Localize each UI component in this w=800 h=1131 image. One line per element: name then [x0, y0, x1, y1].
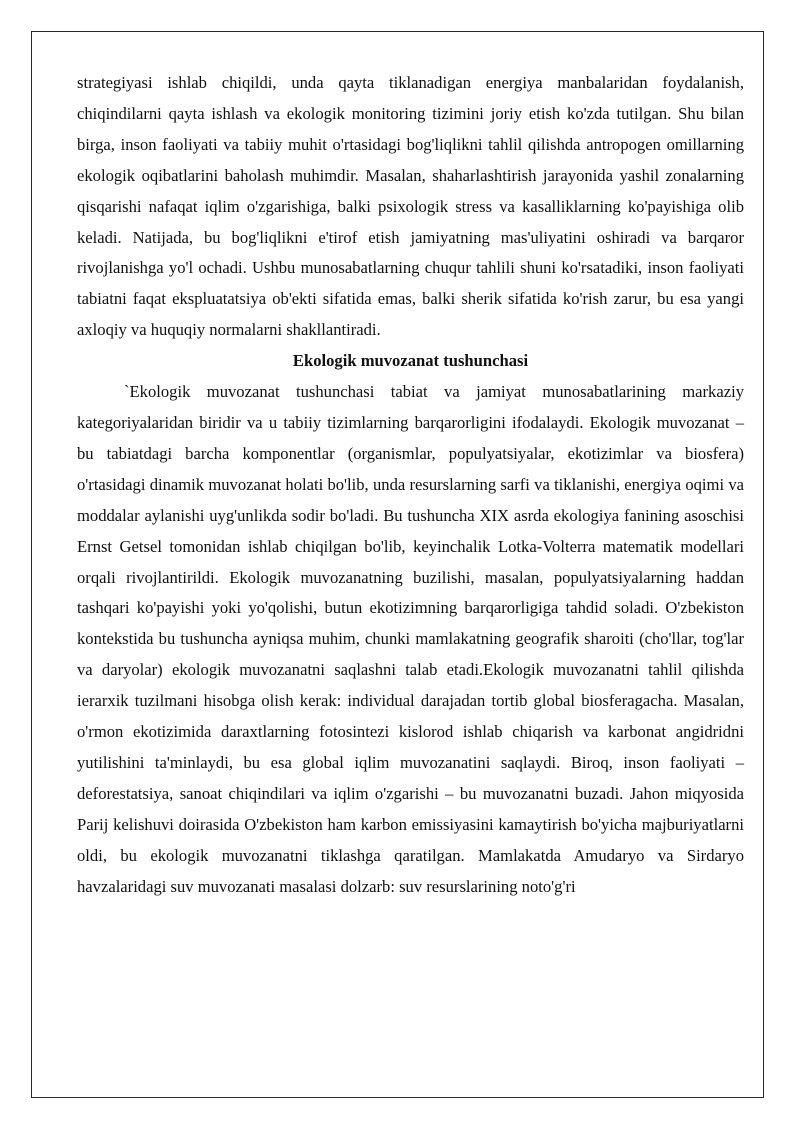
body-paragraph: strategiyasi ishlab chiqildi, unda qayta tiklanadigan energiya manbalaridan foydalanish, chiqindilarni qayta ishlash va ekologik monitoring tizimini joriy etish ko'zda tutilgan. Shu bilan birga, inson faoliyati va tabiiy muhit o'rtasidagi bog'liqlikni tahlil qilishda antropogen omillarning ekologik oqibatlarini baholash muhimdir. Masalan, shaharlashtirish jarayonida yashil zonalarning qisqarishi nafaqat iqlim o'zgarishiga, balki psixologik stress va kasalliklarning ko'payishiga olib keladi. Natijada, bu bog'liqlikni e'tirof etish jamiyatning mas'uliyatini oshiradi va barqaror rivojlanishga yo'l ochadi. Ushbu munosabatlarning chuqur tahlili shuni ko'rsatadiki, inson faoliyati tabiatni faqat ekspluatatsiya ob'ekti sifatida emas, balki sherik sifatida ko'rish zarur, bu esa yangi axloqiy va huquqiy normalarni shakllantiradi.: [77, 73, 744, 340]
page-body: [77, 68, 744, 902]
body-paragraph: `Ekologik muvozanat tushunchasi tabiat va jamiyat munosabatlarining markaziy kategoriyalaridan biridir va u tabiiy tizimlarning barqarorligini ifodalaydi. Ekologik muvozanat – bu tabiatdagi barcha komponentlar (organismlar, populyatsiyalar, ekotizimlar va biosfera) o'rtasidagi dinamik muvozanat holati bo'lib, unda resurslarning sarfi va tiklanishi, energiya oqimi va moddalar aylanishi uyg'unlikda sodir bo'ladi. Bu tushuncha XIX asrda ekologiya fanining asoschisi Ernst Getsel tomonidan ishlab chiqilgan bo'lib, keyinchalik Lotka-Volterra matematik modellari orqali rivojlantirildi. Ekologik muvozanatning buzilishi, masalan, populyatsiyalarning haddan tashqari ko'payishi yoki yo'qolishi, butun ekotizimning barqarorligiga tahdid soladi. O'zbekiston kontekstida bu tushuncha ayniqsa muhim, chunki mamlakatning geografik sharoiti (cho'llar, tog'lar va daryolar) ekologik muvozanatni saqlashni talab etadi.Ekologik muvozanatni tahlil qilishda ierarxik tuzilmani hisobga olish kerak: individual darajadan tortib global biosferagacha. Masalan, o'rmon ekotizimida daraxtlarning fotosintezi kislorod ishlab chiqarish va karbonat angidridni yutilishini ta'minlaydi, bu esa global iqlim muvozanatini saqlaydi. Biroq, inson faoliyati – deforestatsiya, sanoat chiqindilari va iqlim o'zgarishi – bu muvozanatni buzadi. Jahon miqyosida Parij kelishuvi doirasida O'zbekiston ham karbon emissiyasini kamaytirish bo'yicha majburiyatlarni oldi, bu ekologik muvozanatni tiklashga qaratilgan. Mamlakatda Amudaryo va Sirdaryo havzalaridagi suv muvozanati masalasi dolzarb: suv resurslarining noto'g'ri: [77, 382, 744, 896]
section-heading: Ekologik muvozanat tushunchasi: [292, 351, 529, 371]
